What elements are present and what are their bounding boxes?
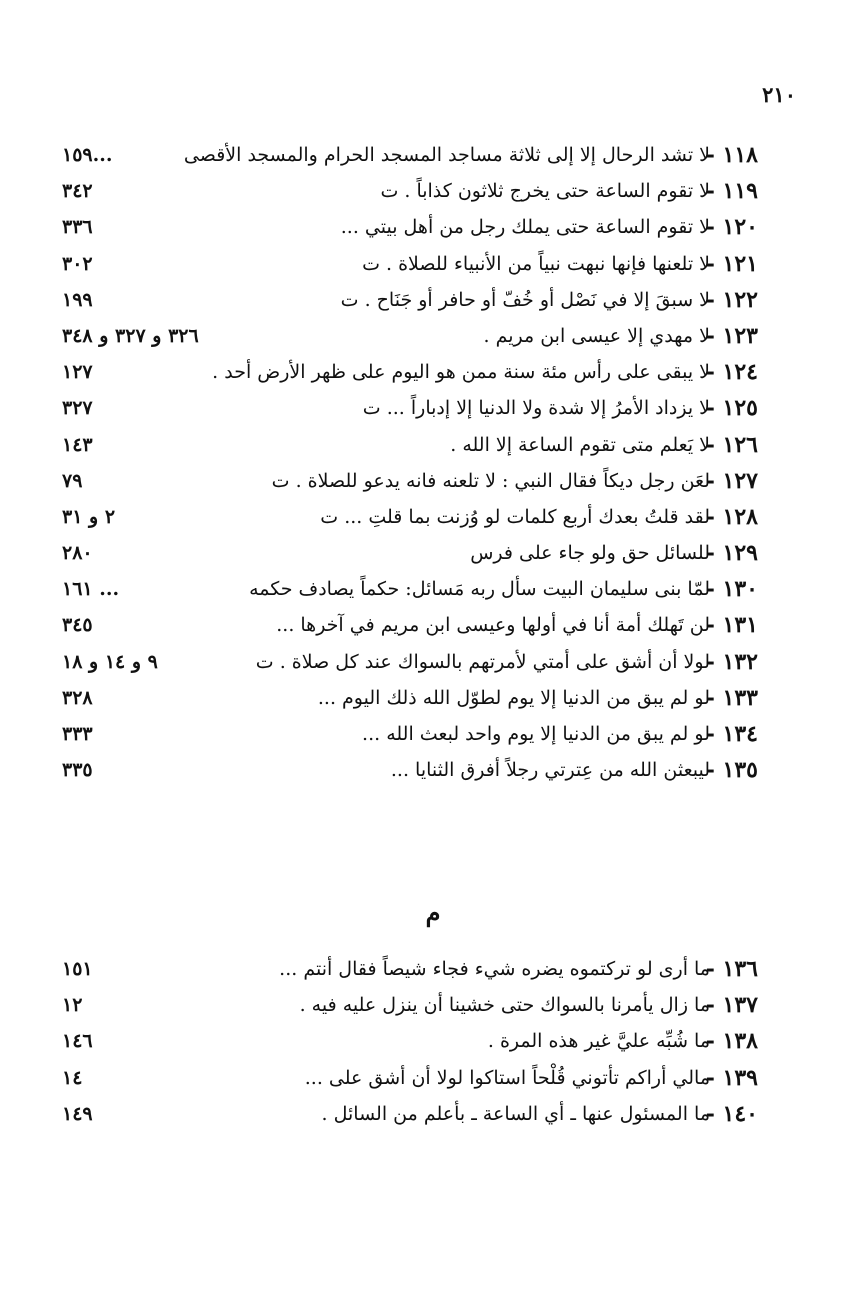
- entry-number: ١٣١ -: [705, 612, 758, 639]
- entry-row: [62, 249, 758, 285]
- entry-text: للسائل حق ولو جاء على فرس: [470, 542, 710, 565]
- entry-row: [62, 647, 758, 683]
- entry-row: [62, 502, 758, 538]
- entry-text: لو لم يبق من الدنيا إلا يوم لطوّل الله ذلك اليوم ...: [317, 686, 710, 709]
- entry-number: ١٢٢ -: [705, 286, 758, 313]
- entries-section-ma: [62, 954, 758, 1135]
- entry-row: [62, 140, 758, 176]
- entry-row: [62, 574, 758, 610]
- page-number: ٢١٠: [762, 82, 796, 107]
- entry-text: لا يَعلم متى تقوم الساعة إلا الله .: [450, 433, 710, 456]
- entry-text: لا تشد الرحال إلا إلى ثلاثة مساجد المسجد الحرام والمسجد الأقصى: [183, 144, 710, 166]
- entry-number: ١٣٨ -: [705, 1028, 758, 1055]
- entry-page-ref: ٣٤٢: [62, 180, 93, 203]
- entries-section-la: [62, 140, 758, 791]
- entry-page-ref: ٣٣٦: [62, 216, 93, 239]
- entry-page-ref: ١٤٩: [62, 1102, 93, 1125]
- entry-page-ref: ٧٩: [62, 469, 83, 492]
- entry-page-ref: ٩ و ١٤ و ١٨: [62, 650, 158, 673]
- entry-page-ref: ١٤٦: [62, 1030, 93, 1053]
- entry-number: ١٢٦ -: [705, 431, 758, 458]
- entry-text: لو لم يبق من الدنيا إلا يوم واحد لبعث الله ...: [362, 723, 710, 745]
- entry-row: [62, 1063, 758, 1099]
- entry-text: ما زال يأمرنا بالسواك حتى خشينا أن ينزل عليه فيه .: [299, 994, 710, 1017]
- entry-row: [62, 430, 758, 466]
- entry-page-ref: ٣٣٣: [62, 723, 93, 745]
- entry-row: [62, 990, 758, 1026]
- entry-text: لا مهدي إلا عيسى ابن مريم .: [483, 324, 710, 347]
- entry-text: لا سبقَ إلا في نَصْل أو خُفّ أو حافر أو جَنَاح . ت: [340, 288, 710, 311]
- entry-number: ١٢٩ -: [705, 540, 758, 567]
- entry-number: ١٣٥ -: [705, 757, 758, 784]
- entry-page-ref: ٣٢٦ و ٣٢٧ و ٣٤٨: [62, 324, 199, 347]
- entry-number: ١٢٨ -: [705, 503, 758, 530]
- entry-text: لمّا بنى سليمان البيت سأل ربه مَسائل: حكماً يصادف حكمه: [249, 578, 710, 601]
- entry-number: ١٣٢ -: [705, 648, 758, 675]
- entry-row: [62, 538, 758, 574]
- entry-number: ١٣٩ -: [705, 1064, 758, 1091]
- entry-number: ١٢٧ -: [705, 467, 758, 494]
- entry-number: ١٣٠ -: [705, 576, 758, 603]
- entry-text: لا تلعنها فإنها نبهت نبياً من الأنبياء للصلاة . ت: [362, 252, 710, 275]
- entry-page-ref: ٢٨٠: [62, 542, 93, 565]
- entry-row: [62, 610, 758, 646]
- entry-number: ١٣٤ -: [705, 721, 758, 747]
- section-letter: م: [425, 898, 441, 927]
- entry-row: [62, 357, 758, 393]
- entry-text: لعَن رجل ديكاً فقال النبي : لا تلعنه فانه يدعو للصلاة . ت: [271, 469, 710, 492]
- entry-number: ١١٩ -: [705, 178, 758, 205]
- entry-page-ref: ١٢: [62, 994, 83, 1017]
- entry-row: [62, 321, 758, 357]
- entry-row: [62, 954, 758, 990]
- entry-text: لن تَهلك أمة أنا في أولها وعيسى ابن مريم في آخرها ...: [276, 614, 710, 637]
- entry-page-ref: ٣٤٥: [62, 614, 93, 637]
- entry-page-ref: ٣٢٧: [62, 397, 93, 420]
- entry-row: [62, 393, 758, 429]
- entry-text: ما شُبِّه عليَّ غير هذه المرة .: [487, 1030, 710, 1053]
- entry-row: [62, 1099, 758, 1135]
- entry-page-ref: ... ١٦١: [62, 578, 120, 601]
- entry-page-ref: ١٢٧: [62, 361, 93, 384]
- entry-row: [62, 719, 758, 755]
- entry-row: [62, 176, 758, 212]
- entry-page-ref: ٢ و ٣١: [62, 505, 116, 528]
- entry-number: ١٢٣ -: [705, 322, 758, 349]
- entry-text: لا تقوم الساعة حتى يملك رجل من أهل بيتي ...: [340, 216, 710, 239]
- entry-page-ref: ٣٢٨: [62, 686, 93, 709]
- entry-number: ١٢١ -: [705, 250, 758, 277]
- entry-row: [62, 683, 758, 719]
- entry-page-ref: ...١٥٩: [62, 144, 113, 166]
- entry-page-ref: ١٤: [62, 1066, 83, 1089]
- entry-number: ١٣٦ -: [705, 956, 758, 982]
- entry-text: ما المسئول عنها ـ أي الساعة ـ بأعلم من السائل .: [321, 1102, 710, 1125]
- entry-number: ١٤٠ -: [705, 1100, 758, 1127]
- entry-page-ref: ٣٣٥: [62, 759, 93, 782]
- entry-page-ref: ١٥١: [62, 958, 93, 980]
- entry-page-ref: ١٩٩: [62, 288, 93, 311]
- entry-text: لا يبقى على رأس مئة سنة ممن هو اليوم على ظهر الأرض أحد .: [212, 361, 710, 384]
- entry-text: لقد قلتُ بعدك أربع كلمات لو وُزنت بما قلتِ ... ت: [320, 505, 710, 528]
- entry-text: مالي أراكم تأتوني قُلْحاً استاكوا لولا أن أشق على ...: [304, 1066, 710, 1089]
- entry-number: ١٢٠ -: [705, 214, 758, 241]
- entry-row: [62, 285, 758, 321]
- entry-row: [62, 466, 758, 502]
- entry-page-ref: ١٤٣: [62, 433, 93, 456]
- entry-text: لا يزداد الأمرُ إلا شدة ولا الدنيا إلا إدباراً ... ت: [362, 397, 710, 420]
- entry-text: لولا أن أشق على أمتي لأمرتهم بالسواك عند كل صلاة . ت: [255, 650, 710, 673]
- entry-number: ١٢٤ -: [705, 359, 758, 386]
- entry-number: ١١٨ -: [705, 142, 758, 168]
- entry-text: لا تقوم الساعة حتى يخرج ثلاثون كذاباً . ت: [380, 180, 710, 203]
- entry-text: ليبعثن الله من عِترتي رجلاً أفرق الثنايا ...: [390, 759, 710, 782]
- entry-row: [62, 212, 758, 248]
- entry-row: [62, 1026, 758, 1062]
- entry-number: ١٢٥ -: [705, 395, 758, 422]
- entry-text: ما أرى لو تركتموه يضره شيء فجاء شيصاً فقال أنتم ...: [279, 958, 710, 980]
- entry-page-ref: ٣٠٢: [62, 252, 93, 275]
- entry-row: [62, 755, 758, 791]
- entry-number: ١٣٧ -: [705, 992, 758, 1019]
- entry-number: ١٣٣ -: [705, 684, 758, 711]
